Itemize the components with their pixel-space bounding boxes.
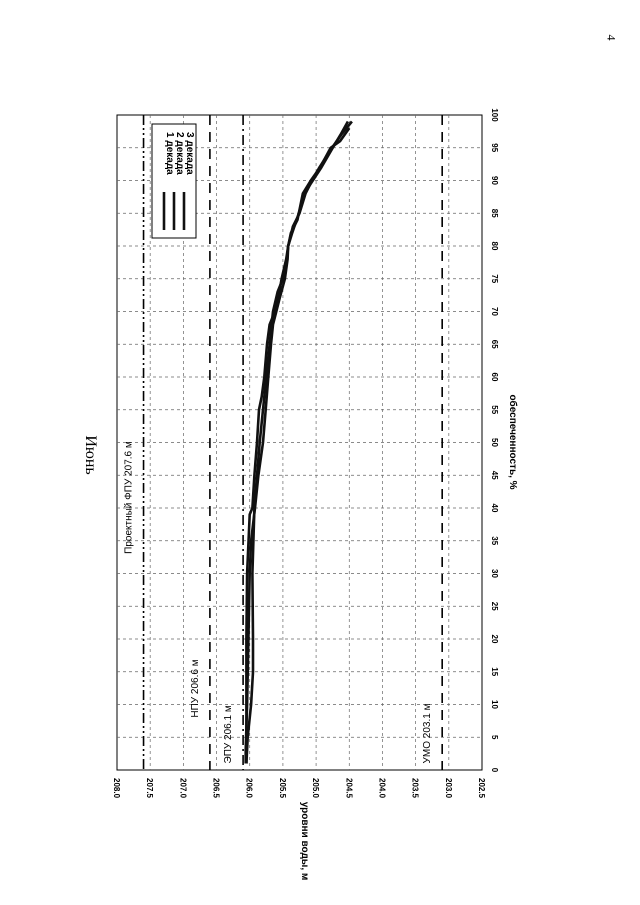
y-tick-label: 202.5 — [477, 778, 486, 799]
x-tick-label: 0 — [490, 767, 499, 773]
x-tick-label: 40 — [490, 503, 499, 513]
y-tick-label: 205.0 — [311, 778, 321, 799]
y-tick-label: 205.5 — [277, 778, 287, 799]
legend — [152, 124, 196, 238]
y-tick-label: 208.0 — [112, 778, 121, 799]
y-tick-label: 203.0 — [443, 778, 453, 799]
y-tick-label: 207.0 — [178, 778, 188, 799]
x-tick-label: 5 — [490, 735, 499, 740]
reference-label: НПУ 206.6 м — [189, 659, 201, 718]
x-tick-label: 95 — [490, 143, 499, 153]
x-tick-label: 30 — [490, 569, 499, 578]
x-tick-label: 70 — [490, 307, 499, 316]
x-tick-label: 15 — [490, 667, 499, 677]
x-tick-label: 75 — [490, 274, 499, 284]
x-tick-label: 85 — [490, 208, 499, 218]
series-line — [246, 128, 350, 763]
reference-label: ЭПУ 206.1 м — [223, 705, 235, 764]
x-tick-label: 100 — [490, 108, 499, 122]
reference-label: УМО 203.1 м — [422, 703, 434, 764]
x-tick-label: 80 — [490, 241, 499, 251]
x-tick-label: 25 — [490, 601, 499, 611]
x-tick-label: 10 — [490, 700, 499, 709]
y-tick-label: 204.0 — [377, 778, 387, 799]
y-axis-label: уровни воды, м — [299, 801, 310, 881]
month-title: Июнь — [82, 435, 99, 475]
x-tick-label: 90 — [490, 176, 499, 185]
y-tick-label: 204.5 — [344, 778, 354, 799]
x-tick-label: 20 — [490, 634, 499, 644]
x-axis-label: обеспеченность, % — [507, 394, 518, 490]
legend-label: 1 декада — [164, 132, 175, 175]
legend-label: 3 декада — [184, 132, 195, 175]
x-tick-label: 60 — [490, 372, 499, 382]
reference-label: Проектный ФПУ 207.6 м — [123, 441, 135, 554]
x-tick-label: 35 — [490, 536, 499, 546]
y-tick-label: 206.0 — [244, 778, 254, 799]
y-tick-label: 207.5 — [145, 778, 155, 799]
x-tick-labels — [490, 108, 499, 772]
y-tick-label: 203.5 — [410, 778, 420, 799]
x-tick-label: 50 — [490, 438, 499, 447]
legend-label: 2 декада — [174, 132, 185, 175]
x-tick-label: 65 — [490, 339, 499, 349]
x-tick-label: 55 — [490, 405, 499, 415]
x-tick-label: 45 — [490, 470, 499, 480]
page-number: 4 — [604, 34, 619, 41]
y-tick-labels — [112, 778, 486, 799]
y-tick-label: 206.5 — [211, 778, 221, 799]
